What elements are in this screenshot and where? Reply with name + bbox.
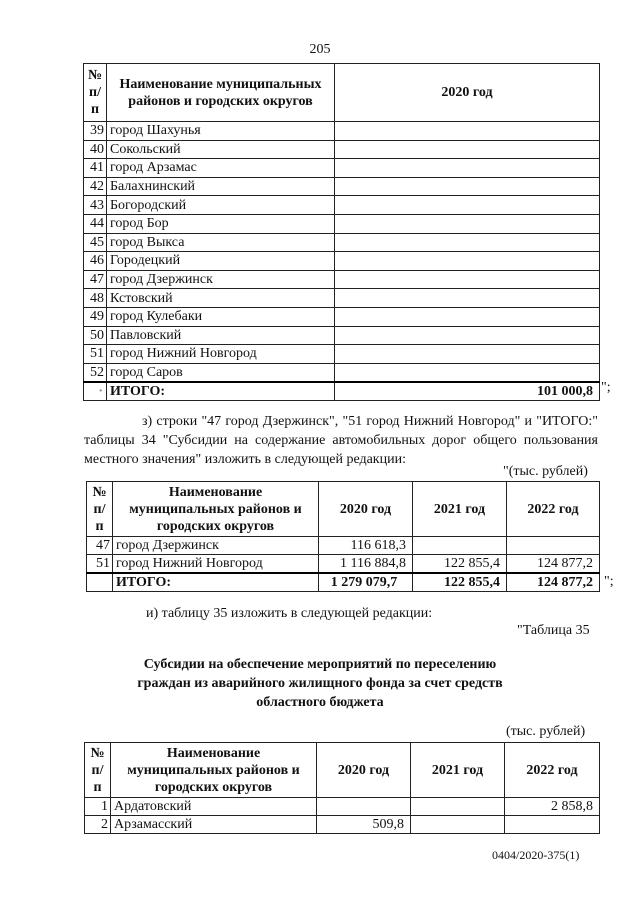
municipality-name: Кстовский	[107, 289, 335, 308]
total-label: ИТОГО:	[113, 573, 319, 592]
table-row	[87, 537, 600, 555]
value-cell	[335, 270, 600, 289]
value-cell	[411, 816, 505, 834]
header-name: Наименование муниципальных районов и городских округов	[111, 743, 317, 798]
municipality-name: город Дзержинск	[107, 270, 335, 289]
total-2021: 122 855,4	[413, 573, 507, 592]
value-cell: 116 618,3	[319, 537, 413, 555]
value-cell	[335, 345, 600, 364]
municipality-name: Балахнинский	[107, 177, 335, 196]
header-num: № п/п	[84, 64, 107, 122]
row-number: 2	[85, 816, 111, 834]
row-number: 50	[84, 326, 107, 345]
table-row	[84, 289, 600, 308]
municipality-name: город Бор	[107, 214, 335, 233]
table-row	[84, 326, 600, 345]
municipality-name: город Дзержинск	[113, 537, 319, 555]
value-cell	[335, 307, 600, 326]
value-cell: 509,8	[317, 816, 411, 834]
row-number: 48	[84, 289, 107, 308]
row-number: 1	[85, 798, 111, 816]
value-cell	[411, 798, 505, 816]
table-3-body	[85, 798, 600, 834]
municipality-name: город Нижний Новгород	[113, 555, 319, 574]
municipality-name: Арзамасский	[111, 816, 317, 834]
row-number: 47	[84, 270, 107, 289]
table-35-label: "Таблица 35	[517, 623, 590, 638]
value-cell	[335, 363, 600, 382]
table-row	[85, 816, 600, 834]
header-2021: 2021 год	[411, 743, 505, 798]
table-row	[84, 233, 600, 252]
row-number: 42	[84, 177, 107, 196]
row-number: 49	[84, 307, 107, 326]
total-label: ИТОГО:	[107, 382, 335, 401]
value-cell: 1 116 884,8	[319, 555, 413, 574]
table-row	[87, 555, 600, 574]
header-name: Наименование муниципальных районов и городских округов	[113, 482, 319, 537]
row-number: 46	[84, 252, 107, 271]
document-code: 0404/2020-375(1)	[492, 848, 580, 862]
caption-line-2: граждан из аварийного жилищного фонда за счет средств	[137, 676, 503, 691]
municipality-name: Сокольский	[107, 140, 335, 159]
value-cell	[335, 326, 600, 345]
municipality-name: Богородский	[107, 196, 335, 215]
table-row	[84, 307, 600, 326]
caption-line-1: Субсидии на обеспечение мероприятий по переселению	[143, 657, 497, 672]
table-2	[86, 481, 600, 592]
municipality-name: Павловский	[107, 326, 335, 345]
row-number: 51	[87, 555, 113, 574]
value-cell	[335, 289, 600, 308]
row-number: 43	[84, 196, 107, 215]
total-num: ·	[84, 382, 107, 401]
table-1-closing-quote: ";	[601, 380, 611, 395]
caption-line-3: областного бюджета	[256, 695, 384, 710]
municipality-name: Ардатовский	[111, 798, 317, 816]
value-cell	[505, 816, 600, 834]
row-number: 52	[84, 363, 107, 382]
municipality-name: город Шахунья	[107, 122, 335, 141]
table-2-closing-quote: ";	[604, 574, 614, 589]
row-number: 39	[84, 122, 107, 141]
header-2021: 2021 год	[413, 482, 507, 537]
table-1	[83, 63, 600, 401]
row-number: 40	[84, 140, 107, 159]
value-cell	[317, 798, 411, 816]
municipality-name: город Арзамас	[107, 159, 335, 178]
table-1-body	[84, 122, 600, 382]
value-cell	[335, 233, 600, 252]
paragraph-z: з) строки "47 город Дзержинск", "51 город Нижний Новгород" и "ИТОГО:" таблицы 34 "Субсидии на содержание автомобильных дорог общего пользования местного значения" изложить в следующей редакции:	[84, 414, 598, 467]
municipality-name: город Выкса	[107, 233, 335, 252]
value-cell: 2 858,8	[505, 798, 600, 816]
row-number: 47	[87, 537, 113, 555]
row-number: 45	[84, 233, 107, 252]
header-2022: 2022 год	[507, 482, 600, 537]
value-cell	[335, 122, 600, 141]
table-row	[84, 214, 600, 233]
total-2022: 124 877,2	[507, 573, 600, 592]
value-cell	[413, 537, 507, 555]
table-row	[84, 159, 600, 178]
value-cell	[335, 159, 600, 178]
value-cell: 122 855,4	[413, 555, 507, 574]
units-label-2: (тыс. рублей)	[506, 724, 586, 739]
value-cell	[507, 537, 600, 555]
value-cell	[335, 252, 600, 271]
units-label-1: "(тыс. рублей)	[503, 464, 588, 479]
value-cell	[335, 196, 600, 215]
value-cell	[335, 177, 600, 196]
header-2020: 2020 год	[319, 482, 413, 537]
table-row	[84, 345, 600, 364]
row-number: 51	[84, 345, 107, 364]
table-row	[84, 140, 600, 159]
row-number: 44	[84, 214, 107, 233]
table-row	[84, 196, 600, 215]
municipality-name: Городецкий	[107, 252, 335, 271]
row-number: 41	[84, 159, 107, 178]
header-2020: 2020 год	[335, 64, 600, 122]
total-2020: 1 279 079,7	[319, 573, 413, 592]
table-row	[85, 798, 600, 816]
paragraph-i: и) таблицу 35 изложить в следующей редакции:	[146, 606, 433, 621]
table-row	[84, 122, 600, 141]
table-row	[84, 252, 600, 271]
total-num	[87, 573, 113, 592]
page-number: 205	[309, 42, 331, 57]
municipality-name: город Нижний Новгород	[107, 345, 335, 364]
table-2-body	[87, 537, 600, 574]
value-cell	[335, 140, 600, 159]
municipality-name: город Кулебаки	[107, 307, 335, 326]
table-row	[84, 270, 600, 289]
header-name: Наименование муниципальных районов и городских округов	[107, 64, 335, 122]
header-2020: 2020 год	[317, 743, 411, 798]
total-value: 101 000,8	[335, 382, 600, 401]
header-num: № п/п	[85, 743, 111, 798]
table-row	[84, 177, 600, 196]
table-3	[84, 742, 600, 834]
municipality-name: город Саров	[107, 363, 335, 382]
table-row	[84, 363, 600, 382]
value-cell: 124 877,2	[507, 555, 600, 574]
value-cell	[335, 214, 600, 233]
header-num: № п/п	[87, 482, 113, 537]
header-2022: 2022 год	[505, 743, 600, 798]
